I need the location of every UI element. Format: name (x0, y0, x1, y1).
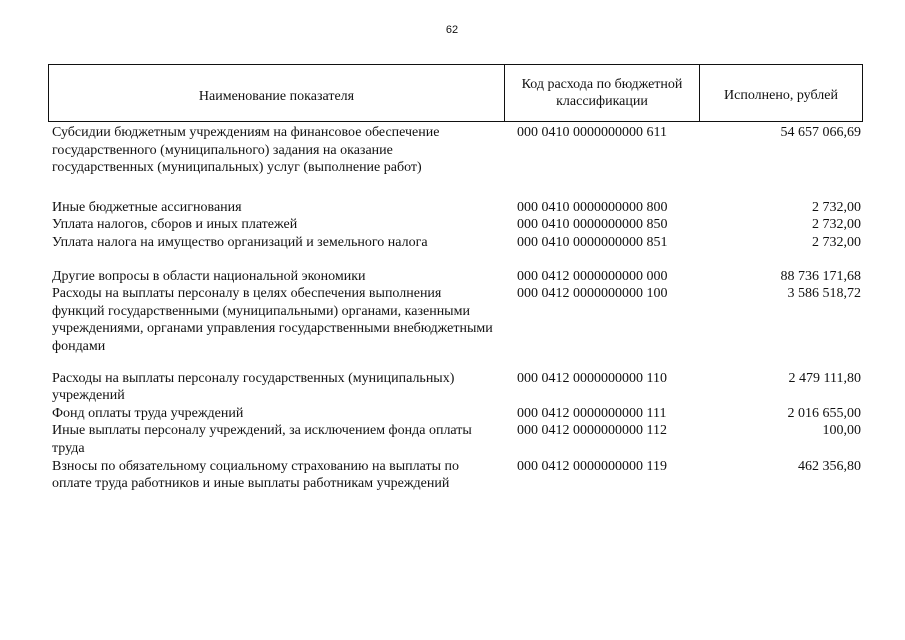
row-value: 2 732,00 (812, 199, 861, 215)
row-value: 2 732,00 (812, 217, 861, 233)
table-row (48, 234, 863, 252)
row-name: Другие вопросы в области национальной экономики (52, 268, 366, 284)
row-name: Иные бюджетные ассигнования (52, 199, 242, 215)
row-name: Субсидии бюджетным учреждениям на финансовое обеспечение государственного (муниципального) задания на оказание государственных (муниципальных) услуг (выполнение работ) (52, 125, 440, 176)
row-code: 000 0412 0000000000 100 (517, 286, 668, 302)
row-code: 000 0410 0000000000 851 (517, 234, 668, 250)
row-code: 000 0412 0000000000 111 (517, 405, 667, 421)
row-code: 000 0410 0000000000 611 (517, 125, 667, 140)
row-name: Взносы по обязательному социальному страхованию на выплаты по оплате труда работников и иные выплаты работникам учреждений (52, 458, 460, 492)
row-name: Расходы на выплаты персоналу государственных (муниципальных) учреждений (52, 370, 455, 404)
table-row (48, 124, 863, 177)
row-value: 54 657 066,69 (780, 125, 861, 140)
table-row (48, 268, 863, 286)
table-row (48, 370, 863, 405)
row-code: 000 0412 0000000000 000 (517, 268, 668, 284)
header-name: Наименование показателя (198, 88, 355, 104)
row-code: 000 0410 0000000000 850 (517, 217, 668, 233)
row-value: 462 356,80 (798, 458, 861, 474)
header-executed: Исполнено, рублей (699, 65, 862, 121)
page-number: 62 (445, 24, 459, 36)
row-name: Уплата налога на имущество организаций и земельного налога (52, 234, 428, 250)
row-name: Расходы на выплаты персоналу в целях обеспечения выполнения функций государственными (муниципальными) органами, казенными учреждениями, органами управления государственными внебюджетными фондами (52, 286, 493, 354)
table-row (48, 199, 863, 217)
row-value: 2 479 111,80 (788, 370, 861, 386)
row-name: Фонд оплаты труда учреждений (52, 405, 244, 421)
table-row (48, 285, 863, 355)
row-name: Уплата налогов, сборов и иных платежей (52, 217, 298, 233)
table-row (48, 422, 863, 457)
row-code: 000 0412 0000000000 112 (517, 423, 667, 439)
row-code: 000 0412 0000000000 110 (517, 370, 667, 386)
table-row (48, 216, 863, 234)
row-value: 88 736 171,68 (780, 268, 861, 284)
header-code: Код расхода по бюджетной классификации (504, 65, 699, 121)
row-value: 2 732,00 (812, 234, 861, 250)
row-value: 100,00 (822, 423, 861, 439)
row-value: 3 586 518,72 (787, 286, 861, 302)
table-header (48, 64, 863, 122)
row-value: 2 016 655,00 (787, 405, 861, 421)
table-row (48, 405, 863, 423)
row-code: 000 0410 0000000000 800 (517, 199, 668, 215)
row-name: Иные выплаты персоналу учреждений, за исключением фонда оплаты труда (52, 423, 472, 456)
table-row (48, 458, 863, 493)
table-body (48, 124, 863, 493)
row-code: 000 0412 0000000000 119 (517, 458, 667, 474)
